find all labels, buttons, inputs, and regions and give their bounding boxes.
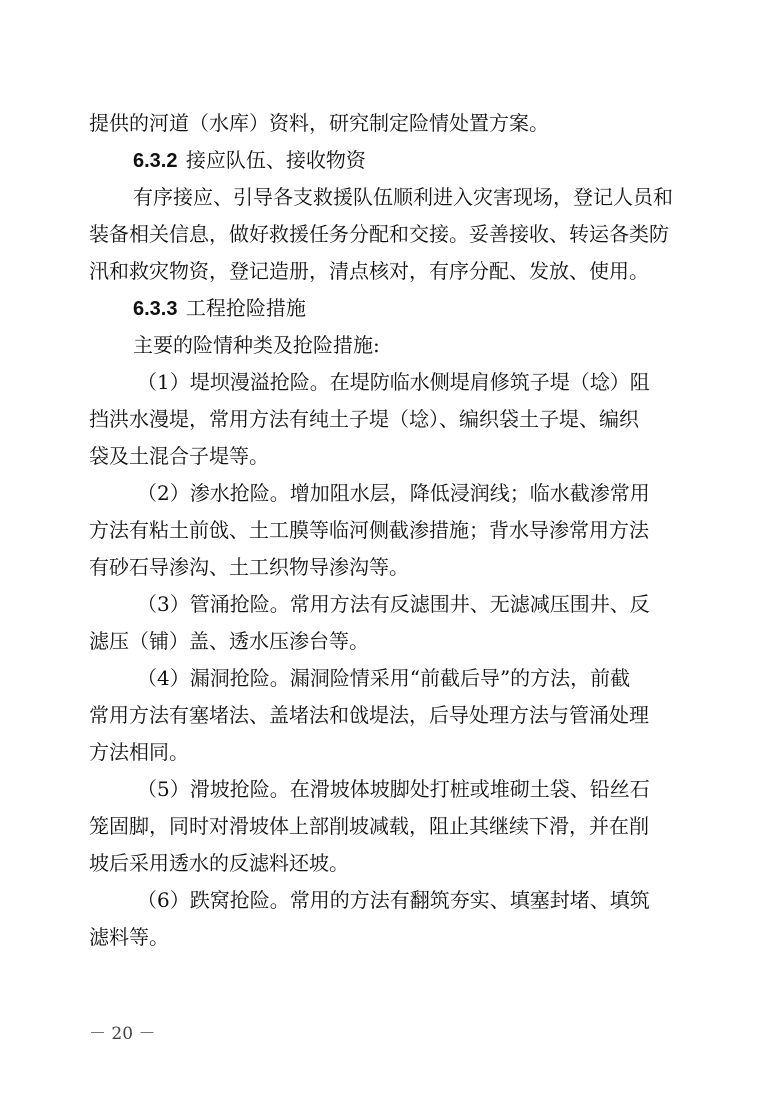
document-body: [89, 105, 685, 956]
section-title: 接应队伍、接收物资: [185, 148, 366, 172]
list-item-line: 滤压（铺）盖、透水压渗台等。: [89, 629, 369, 653]
list-item-line: （1）堤坝漫溢抢险。在堤防临水侧堤肩修筑子堤（埝）阻: [137, 370, 650, 394]
section-heading-6-3-3: [89, 290, 685, 327]
list-item-line: 袋及土混合子堤等。: [89, 444, 269, 468]
list-item-line: 滤料等。: [89, 925, 169, 949]
paragraph-line: 汛和救灾物资，登记造册，清点核对，有序分配、发放、使用。: [89, 259, 649, 283]
section-number: 6.3.3: [133, 298, 178, 320]
paragraph-line: 装备相关信息，做好救援任务分配和交接。妥善接收、转运各类防: [89, 222, 669, 246]
page-number: － 20 －: [89, 1024, 156, 1044]
list-item-line: 坡后采用透水的反滤料还坡。: [89, 851, 349, 875]
list-item-line: （5）滑坡抢险。在滑坡体坡脚处打桩或堆砌土袋、铅丝石: [137, 777, 650, 801]
paragraph-line: 主要的险情种类及抢险措施:: [133, 333, 380, 357]
list-item-line: 方法相同。: [89, 740, 189, 764]
list-item-line: 挡洪水漫堤，常用方法有纯土子堤（埝）、编织袋土子堤、编织: [89, 407, 639, 431]
list-item-line: （4）漏洞抢险。漏洞险情采用“前截后导”的方法，前截: [137, 666, 631, 690]
list-item-line: （6）跌窝抢险。常用的方法有翻筑夯实、填塞封堵、填筑: [137, 888, 650, 912]
list-item-line: 方法有粘土前戗、土工膜等临河侧截渗措施；背水导渗常用方法: [89, 518, 649, 542]
list-item-line: （2）渗水抢险。增加阻水层，降低浸润线；临水截渗常用: [137, 481, 650, 505]
paragraph-line: 有序接应、引导各支救援队伍顺利进入灾害现场，登记人员和: [133, 185, 673, 209]
list-item-line: 笼固脚，同时对滑坡体上部削坡减载，阻止其继续下滑，并在削: [89, 814, 649, 838]
section-title: 工程抢险措施: [185, 296, 306, 320]
section-heading-6-3-2: [89, 142, 685, 179]
list-item-line: 有砂石导渗沟、土工织物导渗沟等。: [89, 555, 409, 579]
list-item-line: （3）管涌抢险。常用方法有反滤围井、无滤减压围井、反: [137, 592, 650, 616]
section-number: 6.3.2: [133, 150, 178, 172]
list-item-line: 常用方法有塞堵法、盖堵法和戗堤法，后导处理方法与管涌处理: [89, 703, 649, 727]
paragraph-line: 提供的河道（水库）资料，研究制定险情处置方案。: [89, 111, 549, 135]
